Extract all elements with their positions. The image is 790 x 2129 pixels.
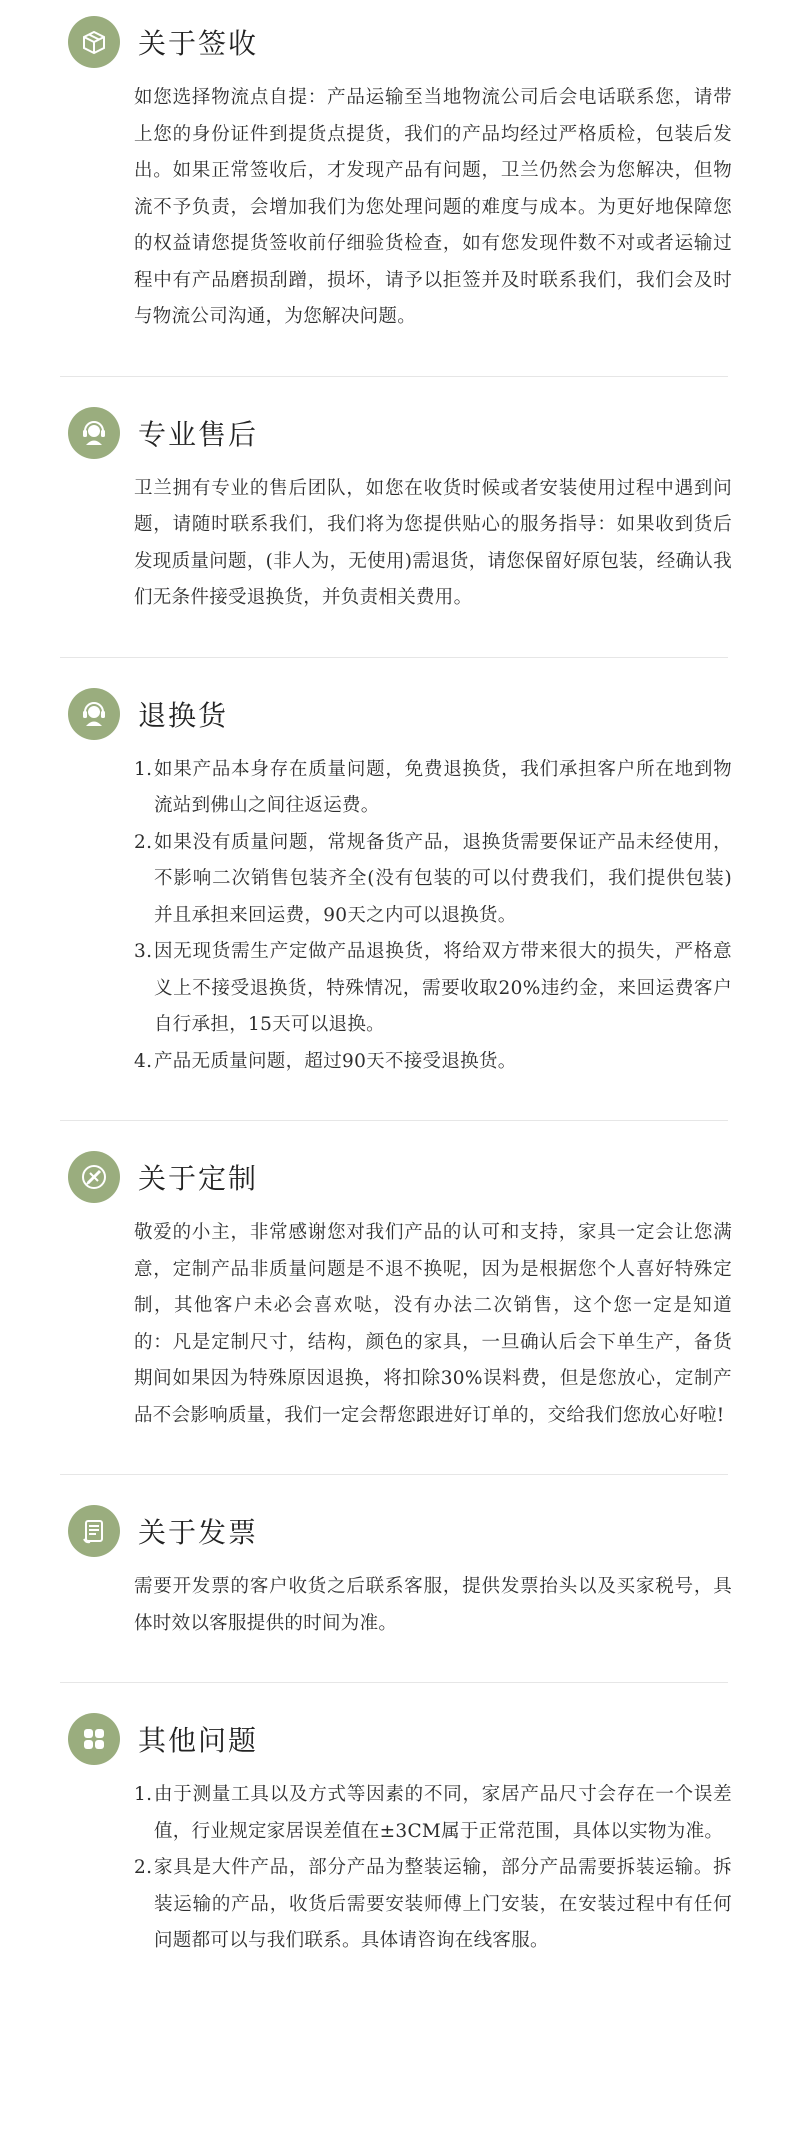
section-header [68,1149,790,1205]
list-item: 3. 因无现货需生产定做产品退换货，将给双方带来很大的损失，严格意义上不接受退换货，特殊情况，需要收取20%违约金，来回运费客户自行承担，15天可以退换。 [134,941,732,1035]
section-aftersales [0,377,790,657]
section-text: 需要开发票的客户收货之后联系客服，提供发票抬头以及买家税号，具体时效以客服提供的时间为准。 [134,1576,732,1634]
section-text [134,752,732,1081]
package-box-icon [68,16,120,68]
section-text: 如您选择物流点自提：产品运输至当地物流公司后会电话联系您，请带上您的身份证件到提货点提货，我们的产品均经过严格质检，包装后发出。如果正常签收后，才发现产品有问题，卫兰仍然会为您解决，但物流不予负责，会增加我们为您处理问题的难度与成本。为更好地保障您的权益请您提货签收前仔细验货检查，如有您发现件数不对或者运输过程中有产品磨损刮蹭，损坏，请予以拒签并及时联系我们，我们会及时与物流公司沟通，为您解决问题。 [134,87,732,327]
headset-agent-icon [68,688,120,740]
section-title: 关于定制 [138,1162,259,1195]
four-squares-grid-icon [68,1713,120,1765]
section-signoff [0,0,790,376]
section-returns [0,658,790,1121]
section-custom [0,1121,790,1474]
list-item: 1. 由于测量工具以及方式等因素的不同，家居产品尺寸会存在一个误差值，行业规定家居误差值在±3CM属于正常范围，具体以实物为准。 [134,1784,732,1842]
section-header [68,1711,790,1767]
section-title: 退换货 [138,698,229,732]
list-item: 2. 家具是大件产品，部分产品为整装运输，部分产品需要拆装运输。拆装运输的产品，收货后需要安装师傅上门安装，在安装过程中有任何问题都可以与我们联系。具体请咨询在线客服。 [134,1857,732,1951]
section-header [68,14,790,70]
section-text [134,1777,732,1960]
list-item: 1. 如果产品本身存在质量问题，免费退换货，我们承担客户所在地到物流站到佛山之间往返运费。 [134,758,732,816]
section-title: 关于签收 [138,27,259,60]
section-header [68,1503,790,1559]
section-header [68,686,790,742]
section-text: 卫兰拥有专业的售后团队，如您在收货时候或者安装使用过程中遇到问题，请随时联系我们，我们将为您提供贴心的服务指导：如果收到货后发现质量问题，(非人为，无使用)需退货，请您保留好原包装，经确认我们无条件接受退换货，并负责相关费用。 [134,477,732,608]
list-item: 2. 如果没有质量问题，常规备货产品，退换货需要保证产品未经使用，不影响二次销售包装齐全(没有包装的可以付费我们，我们提供包装)并且承担来回运费，90天之内可以退换货。 [134,831,732,926]
section-header [68,405,790,461]
section-title: 关于发票 [138,1516,259,1549]
section-title: 专业售后 [138,417,259,451]
section-title: 其他问题 [138,1724,259,1757]
section-other [0,1683,790,2000]
section-invoice [0,1475,790,1682]
ruler-pencil-icon [68,1151,120,1203]
list-item: 4. 产品无质量问题，超过90天不接受退换货。 [134,1050,517,1072]
invoice-document-icon [68,1505,120,1557]
section-text: 敬爱的小主，非常感谢您对我们产品的认可和支持，家具一定会让您满意，定制产品非质量问题是不退不换呢，因为是根据您个人喜好特殊定制，其他客户未必会喜欢哒，没有办法二次销售，这个您一定是知道的：凡是定制尺寸，结构，颜色的家具，一旦确认后会下单生产，备货期间如果因为特殊原因退换，将扣除30%误料费，但是您放心，定制产品不会影响质量，我们一定会帮您跟进好订单的，交给我们您放心好啦! [134,1222,732,1426]
headset-agent-icon [68,407,120,459]
